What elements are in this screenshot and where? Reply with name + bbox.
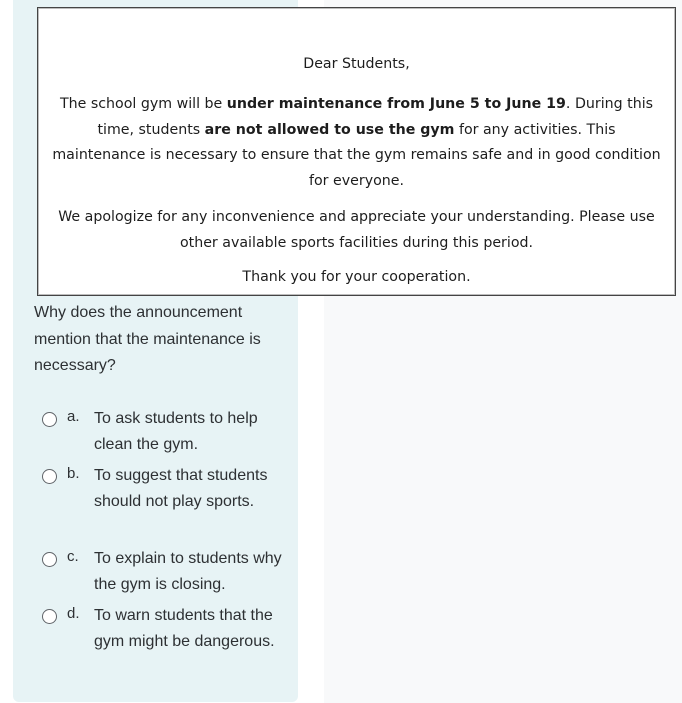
option-text[interactable]: To explain to students why the gym is closing. [94,550,282,593]
p1-text-c: . During this time, students [97,96,654,138]
p1-bold-maintenance-dates: under maintenance from June 5 to June 19 [226,96,566,112]
announcement-paragraph-1 [50,92,663,194]
p1-text-e: for any activities. This maintenance is necessary to ensure that the gym remains safe and in good condition for everyone. [52,121,661,189]
question-text: Why does the announcement mention that the maintenance is necessary? [34,304,261,374]
announcement-thanks: Thank you for your cooperation. [242,269,471,285]
option-text[interactable]: To warn students that the gym might be dangerous. [94,607,275,650]
announcement-image [37,7,676,296]
announcement-greeting: Dear Students, [303,56,410,72]
radio-b[interactable] [42,469,57,484]
option-letter: d. [67,605,80,622]
option-text[interactable]: To ask students to help clean the gym. [94,410,258,453]
radio-c[interactable] [42,552,57,567]
option-letter: c. [67,548,79,565]
p1-bold-not-allowed: are not allowed to use the gym [204,121,455,138]
p1-text-a: The school gym will be [59,96,227,112]
option-letter: b. [67,465,80,482]
radio-d[interactable] [42,609,57,624]
radio-a[interactable] [42,412,57,427]
announcement-paragraph-2: We apologize for any inconvenience and appreciate your understanding. Please use other available sports facilities during this period. [58,209,655,251]
option-letter: a. [67,408,80,425]
option-text[interactable]: To suggest that students should not play sports. [94,467,268,510]
